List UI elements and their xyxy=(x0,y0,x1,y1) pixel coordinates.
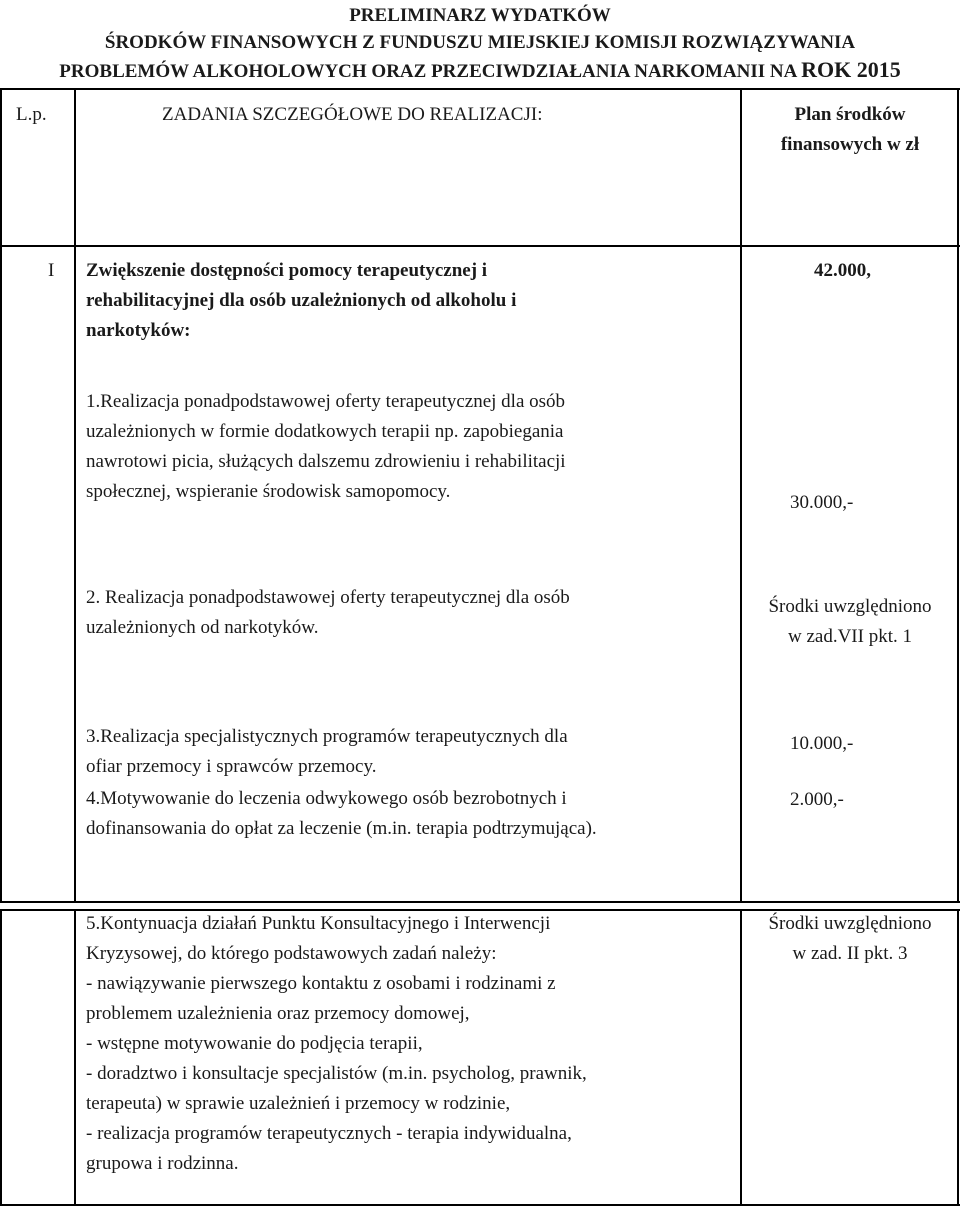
section-number: I xyxy=(48,260,55,281)
item-5-word: specjalistów xyxy=(283,1063,378,1084)
header-row-border xyxy=(0,245,960,247)
document-title xyxy=(0,2,960,85)
item-2-amount xyxy=(744,592,956,652)
lp-divider-upper xyxy=(74,88,76,902)
lp-divider-lower xyxy=(74,909,76,1206)
item-5-line-4: problemem uzależnienia oraz przemocy domowej, xyxy=(86,1003,470,1024)
right-border-upper xyxy=(957,88,959,902)
title-line-2: ŚRODKÓW FINANSOWYCH Z FUNDUSZU MIEJSKIEJ KOMISJI ROZWIĄZYWANIA xyxy=(104,32,856,53)
left-border-lower xyxy=(0,909,2,1206)
item-5-word: Konsultacyjnego xyxy=(320,913,450,934)
item-1-text xyxy=(86,387,566,507)
item-5-text xyxy=(86,909,738,1179)
title-line-1: PRELIMINARZ WYDATKÓW xyxy=(349,5,611,26)
section-break-top xyxy=(0,901,960,903)
item-5-word: (m.in. xyxy=(382,1063,428,1084)
item-5-word: psycholog, xyxy=(432,1063,516,1084)
item-2-text xyxy=(86,583,570,643)
item-1-amount: 30.000,- xyxy=(790,492,854,513)
title-year: ROK 2015 xyxy=(801,57,901,82)
item-1-line-4: społecznej, wspieranie środowisk samopomocy. xyxy=(86,481,451,502)
item-5-line-9: grupowa i rodzinna. xyxy=(86,1153,239,1174)
item-5-word: i xyxy=(453,913,460,934)
item-4-amount: 2.000,- xyxy=(790,789,844,810)
item-5-amount-line-1: Środki uwzględniono xyxy=(768,913,932,934)
item-5-amount-line-2: w zad. II pkt. 3 xyxy=(792,943,908,964)
header-lp: L.p. xyxy=(16,104,47,125)
header-plan-line-2: finansowych w zł xyxy=(780,134,920,155)
right-border-lower xyxy=(957,909,959,1206)
item-2-amount-line-1: Środki uwzględniono xyxy=(768,596,932,617)
table-top-border xyxy=(0,88,960,90)
item-2-amount-line-2: w zad.VII pkt. 1 xyxy=(788,626,912,647)
item-4-line-2: dofinansowania do opłat za leczenie (m.in. terapia podtrzymująca). xyxy=(86,818,597,839)
section-title-line-3: narkotyków: xyxy=(86,320,191,341)
amount-divider-lower xyxy=(740,909,742,1206)
item-5-word: konsultacje xyxy=(192,1063,279,1084)
item-5-amount xyxy=(744,909,956,969)
item-3-amount: 10.000,- xyxy=(790,733,854,754)
item-3-line-2: ofiar przemocy i sprawców przemocy. xyxy=(86,756,377,777)
header-plan-line-1: Plan środków xyxy=(794,104,906,125)
item-5-line-5: - wstępne motywowanie do podjęcia terapii, xyxy=(86,1033,423,1054)
title-line-3 xyxy=(0,56,960,85)
header-plan xyxy=(744,100,956,160)
item-1-line-2: uzależnionych w formie dodatkowych terapii np. zapobiegania xyxy=(86,421,564,442)
item-5-word: prawnik, xyxy=(519,1063,587,1084)
table-bottom-border xyxy=(0,1204,960,1206)
item-5-line-6 xyxy=(86,1059,738,1089)
section-title-line-2: rehabilitacyjnej dla osób uzależnionych od alkoholu i xyxy=(86,290,517,311)
item-2-line-2: uzależnionych od narkotyków. xyxy=(86,617,319,638)
amount-divider-upper xyxy=(740,88,742,902)
item-5-line-3: - nawiązywanie pierwszego kontaktu z osobami i rodzinami z xyxy=(86,973,556,994)
item-1-line-3: nawrotowi picia, służących dalszemu zdrowieniu i rehabilitacji xyxy=(86,451,566,472)
left-border-upper xyxy=(0,88,2,902)
item-3-line-1: 3.Realizacja specjalistycznych programów terapeutycznych dla xyxy=(86,726,568,747)
item-5-word: doradztwo xyxy=(97,1063,178,1084)
title-line-3-text: PROBLEMÓW ALKOHOLOWYCH ORAZ PRZECIWDZIAŁANIA NARKOMANII NA xyxy=(59,61,802,82)
item-5-word: działań xyxy=(202,913,257,934)
section-amount: 42.000, xyxy=(814,260,871,281)
item-5-word: - xyxy=(86,1063,93,1084)
item-4-line-1: 4.Motywowanie do leczenia odwykowego osób bezrobotnych i xyxy=(86,788,567,809)
item-5-line-2: Kryzysowej, do którego podstawowych zadań należy: xyxy=(86,943,497,964)
header-tasks: ZADANIA SZCZEGÓŁOWE DO REALIZACJI: xyxy=(162,104,543,125)
item-5-word: 5.Kontynuacja xyxy=(86,913,198,934)
item-1-line-1: 1.Realizacja ponadpodstawowej oferty terapeutycznej dla osób xyxy=(86,391,566,412)
section-title xyxy=(86,256,516,346)
item-4-text xyxy=(86,784,597,844)
item-5-line-8: - realizacja programów terapeutycznych - terapia indywidualna, xyxy=(86,1123,572,1144)
item-5-line-7: terapeuta) w sprawie uzależnień i przemocy w rodzinie, xyxy=(86,1093,511,1114)
item-5-word: Interwencji xyxy=(463,913,551,934)
item-5-line-1 xyxy=(86,909,738,939)
item-5-word: Punktu xyxy=(261,913,316,934)
section-title-line-1: Zwiększenie dostępności pomocy terapeutycznej i xyxy=(86,260,488,281)
item-2-line-1: 2. Realizacja ponadpodstawowej oferty terapeutycznej dla osób xyxy=(86,587,570,608)
item-3-text xyxy=(86,722,568,782)
item-5-word: i xyxy=(182,1063,188,1084)
